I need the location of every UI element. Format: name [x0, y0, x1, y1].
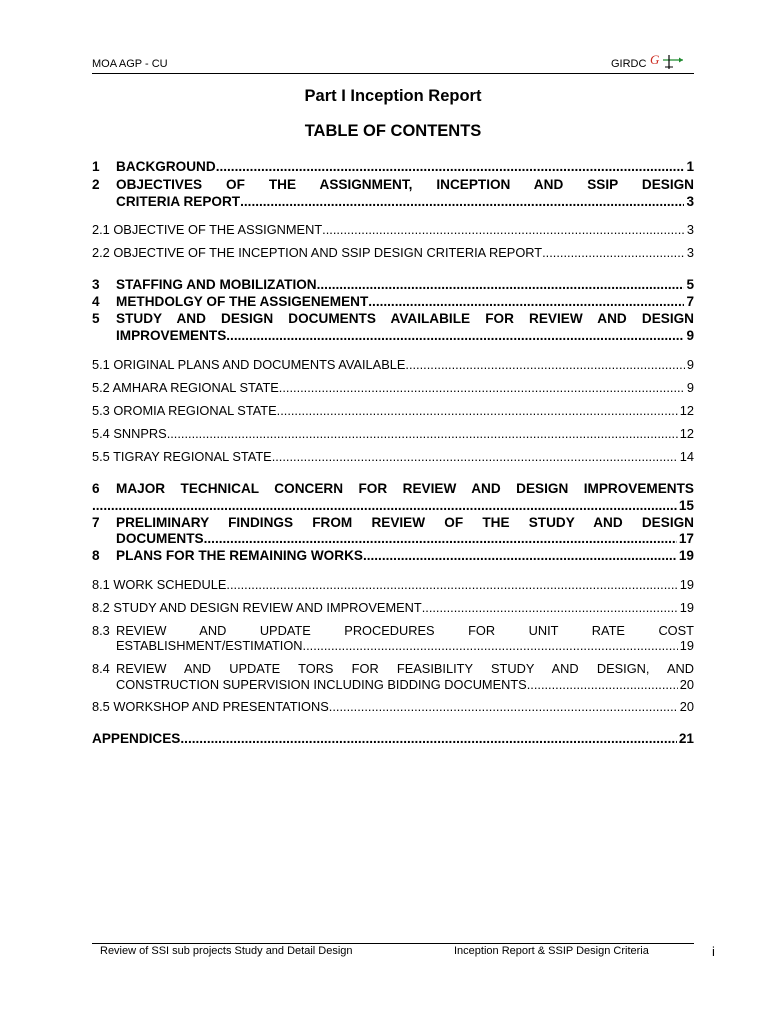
toc-entry-page: 19 [679, 577, 694, 592]
toc-entry-page: 19 [678, 548, 694, 563]
toc-entry-page: 5 [686, 277, 694, 292]
toc-entry-page: 17 [678, 531, 694, 546]
toc-entry-number: 8 [92, 548, 100, 563]
toc-entry-number: 3 [92, 277, 100, 292]
footer-left-text: Review of SSI sub projects Study and Detail Design [100, 945, 353, 957]
header-left-text: MOA AGP - CU [92, 58, 168, 70]
toc-entry-5-5[interactable] [92, 449, 694, 465]
dot-leader [180, 730, 676, 747]
toc-entry-2-line1[interactable]: OBJECTIVES OF THE ASSIGNMENT, INCEPTION AND SSIP DESIGN [116, 177, 694, 192]
dot-leader [322, 222, 685, 238]
dot-leader [272, 449, 678, 465]
toc-entry-number: 7 [92, 515, 100, 530]
toc-entry-page: 9 [686, 328, 694, 343]
toc-entry-5-4[interactable] [92, 426, 694, 442]
toc-entry-4[interactable] [92, 293, 694, 310]
dot-leader [527, 677, 678, 693]
girdc-logo-icon [649, 52, 685, 72]
toc-entry-title: 5.4 SNNPRS [92, 426, 167, 441]
toc-entry-title: APPENDICES [92, 731, 181, 746]
toc-entry-title: 8.1 WORK SCHEDULE [92, 577, 227, 592]
dot-leader [279, 380, 685, 396]
toc-entry-6-line1[interactable]: MAJOR TECHNICAL CONCERN FOR REVIEW AND DESIGN IMPROVEMENTS [116, 481, 694, 496]
toc-entry-page: 3 [686, 194, 694, 209]
toc-entry-title: CONSTRUCTION SUPERVISION INCLUDING BIDDING DOCUMENTS [116, 677, 527, 692]
toc-entry-page: 14 [679, 449, 694, 464]
toc-entry-page: 21 [678, 731, 694, 746]
toc-entry-title: 5.5 TIGRAY REGIONAL STATE [92, 449, 272, 464]
dot-leader [240, 193, 684, 210]
dot-leader [317, 276, 685, 293]
toc-entry-page: 9 [686, 380, 694, 395]
toc-entry-title: STAFFING AND MOBILIZATION [116, 277, 317, 292]
toc-entry-2-line2[interactable] [92, 193, 694, 210]
toc-entry-title: 2.2 OBJECTIVE OF THE INCEPTION AND SSIP DESIGN CRITERIA REPORT [92, 245, 543, 260]
toc-entry-2-1[interactable] [92, 222, 694, 238]
toc-entry-page: 19 [679, 638, 694, 653]
dot-leader [92, 497, 677, 514]
toc-entry-number: 1 [92, 159, 100, 174]
dot-leader [226, 327, 684, 344]
toc-entry-page: 3 [686, 245, 694, 260]
toc-entry-5-1[interactable] [92, 357, 694, 373]
toc-entry-title: BACKGROUND [116, 159, 216, 174]
toc-entry-page: 19 [679, 600, 694, 615]
toc-entry-page: 12 [679, 426, 694, 441]
toc-heading: TABLE OF CONTENTS [304, 122, 482, 140]
toc-entry-title: PLANS FOR THE REMAINING WORKS [116, 548, 363, 563]
toc-entry-page: 12 [679, 403, 694, 418]
toc-entry-title: 2.1 OBJECTIVE OF THE ASSIGNMENT [92, 222, 323, 237]
toc-entry-8-4-line2[interactable] [92, 677, 694, 693]
toc-entry-title: IMPROVEMENTS [116, 328, 227, 343]
toc-entry-number: 4 [92, 294, 100, 309]
toc-entry-7-line1[interactable]: PRELIMINARY FINDINGS FROM REVIEW OF THE STUDY AND DESIGN [116, 515, 694, 530]
toc-entry-appendices[interactable] [92, 730, 694, 747]
toc-entry-8-2[interactable] [92, 600, 694, 616]
toc-entry-title: METHDOLGY OF THE ASSIGENEMENT [116, 294, 369, 309]
toc-entry-number: 8.3 [92, 623, 110, 638]
document-title: Part I Inception Report [304, 87, 482, 105]
toc-entry-1[interactable] [92, 158, 694, 175]
toc-entry-6-line2[interactable] [92, 497, 694, 514]
dot-leader [226, 577, 677, 593]
toc-entry-5-line1[interactable]: STUDY AND DESIGN DOCUMENTS AVAILABILE FOR REVIEW AND DESIGN [116, 311, 694, 326]
toc-entry-7-line2[interactable] [92, 530, 694, 547]
toc-entry-number: 2 [92, 177, 100, 192]
toc-entry-page: 15 [678, 498, 694, 513]
header-rule [92, 73, 694, 74]
toc-entry-page: 9 [686, 357, 694, 372]
footer-middle-text: Inception Report & SSIP Design Criteria [454, 945, 649, 957]
toc-entry-number: 6 [92, 481, 100, 496]
dot-leader [368, 293, 684, 310]
toc-entry-2-2[interactable] [92, 245, 694, 261]
dot-leader [363, 547, 677, 564]
toc-entry-page: 7 [686, 294, 694, 309]
header-right-text: GIRDC [611, 58, 647, 70]
toc-entry-page: 1 [686, 159, 694, 174]
toc-entry-title: 5.2 AMHARA REGIONAL STATE [92, 380, 279, 395]
toc-entry-page: 20 [679, 699, 694, 714]
toc-entry-title: DOCUMENTS [116, 531, 204, 546]
toc-entry-title: ESTABLISHMENT/ESTIMATION [116, 638, 303, 653]
toc-entry-page: 20 [679, 677, 694, 692]
toc-entry-number: 5 [92, 311, 100, 326]
toc-entry-number: 8.4 [92, 661, 110, 676]
toc-entry-8-1[interactable] [92, 577, 694, 593]
footer-rule [92, 943, 694, 944]
dot-leader [216, 158, 685, 175]
toc-entry-title: 8.2 STUDY AND DESIGN REVIEW AND IMPROVEMENT [92, 600, 422, 615]
dot-leader [405, 357, 684, 373]
toc-entry-5-3[interactable] [92, 403, 694, 419]
dot-leader [204, 530, 677, 547]
toc-entry-8-3-line1[interactable]: REVIEW AND UPDATE PROCEDURES FOR UNIT RATE COST [116, 623, 694, 638]
dot-leader [277, 403, 678, 419]
toc-entry-3[interactable] [92, 276, 694, 293]
dot-leader [167, 426, 678, 442]
toc-entry-8-5[interactable] [92, 699, 694, 715]
toc-entry-title: 5.1 ORIGINAL PLANS AND DOCUMENTS AVAILABLE [92, 357, 406, 372]
toc-entry-5-2[interactable] [92, 380, 694, 396]
toc-entry-8-3-line2[interactable] [92, 638, 694, 654]
dot-leader [329, 699, 678, 715]
toc-entry-page: 3 [686, 222, 694, 237]
toc-entry-8-4-line1[interactable]: REVIEW AND UPDATE TORS FOR FEASIBILITY STUDY AND DESIGN, AND [116, 661, 694, 676]
dot-leader [303, 638, 678, 654]
svg-text:G: G [650, 52, 660, 67]
dot-leader [542, 245, 685, 261]
toc-entry-8[interactable] [92, 547, 694, 564]
dot-leader [422, 600, 678, 616]
page-number: i [712, 944, 715, 959]
toc-entry-title: 5.3 OROMIA REGIONAL STATE [92, 403, 277, 418]
toc-entry-5-line2[interactable] [92, 327, 694, 344]
toc-entry-title: 8.5 WORKSHOP AND PRESENTATIONS [92, 699, 329, 714]
toc-entry-title: CRITERIA REPORT [116, 194, 241, 209]
